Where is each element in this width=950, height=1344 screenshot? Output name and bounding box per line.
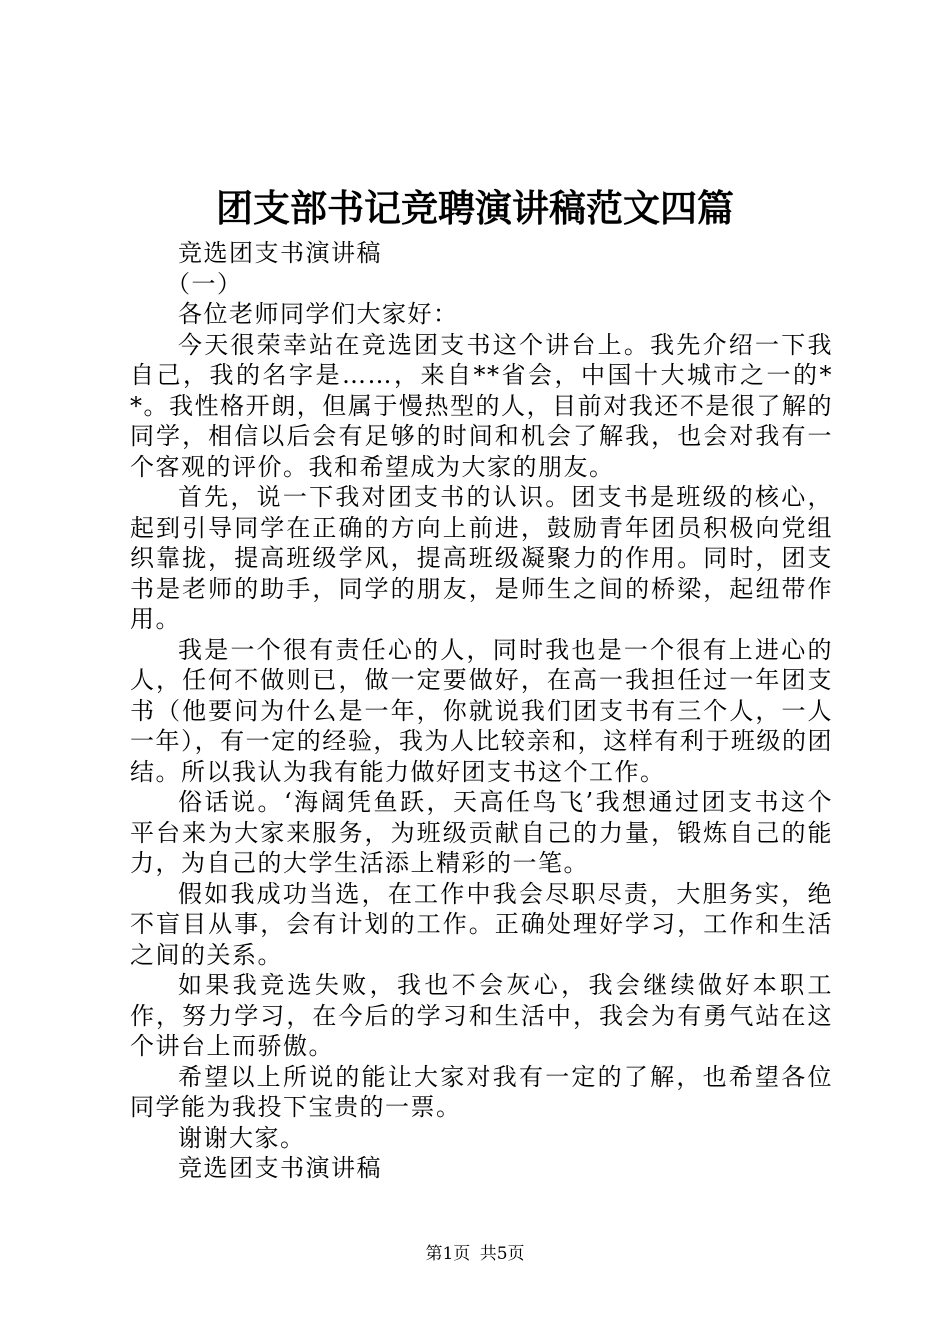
- page-footer: [0, 1242, 950, 1266]
- paragraph-thanks: 谢谢大家。: [178, 1123, 306, 1152]
- paragraph-hope: 希望以上所说的能让大家对我有一定的了解，也希望各位同学能为我投下宝贵的一票。: [130, 1062, 833, 1121]
- section-heading: 竞选团支书演讲稿: [178, 239, 382, 267]
- paragraph-if-elected: 假如我成功当选，在工作中我会尽职尽责，大胆务实，绝不盲目从事，会有计划的工作。正确处理好学习，工作和生活之间的关系。: [130, 879, 833, 969]
- paragraph-understanding: 首先，说一下我对团支书的认识。团支书是班级的核心，起到引导同学在正确的方向上前进，鼓励青年团员积极向党组织靠拢，提高班级学风，提高班级凝聚力的作用。同时，团支书是老师的助手，同学的朋友，是师生之间的桥梁，起纽带作用。: [130, 483, 833, 633]
- paragraph-proverb: 俗话说。‘海阔凭鱼跃，天高任鸟飞’我想通过团支书这个平台来为大家来服务，为班级贡献自己的力量，锻炼自己的能力，为自己的大学生活添上精彩的一笔。: [130, 788, 833, 877]
- paragraph-experience: 我是一个很有责任心的人，同时我也是一个很有上进心的人，任何不做则已，做一定要做好，在高一我担任过一年团支书（他要问为什么是一年，你就说我们团支书有三个人，一人一年），有一定的经验，我为人比较亲和，这样有利于班级的团结。所以我认为我有能力做好团支书这个工作。: [130, 635, 833, 786]
- document-title: 团支部书记竞聘演讲稿范文四篇: [216, 186, 734, 230]
- page-number: 第1页: [425, 1244, 471, 1264]
- salutation: 各位老师同学们大家好：: [178, 300, 459, 328]
- page-total: 共5页: [479, 1244, 525, 1264]
- paragraph-if-lost: 如果我竞选失败，我也不会灰心，我会继续做好本职工作，努力学习，在今后的学习和生活中，我会为有勇气站在这个讲台上而骄傲。: [130, 971, 833, 1060]
- section-number: （一）: [166, 269, 243, 298]
- document-body: [130, 238, 833, 1184]
- section-heading-next: 竞选团支书演讲稿: [178, 1154, 382, 1182]
- paragraph-introduction: 今天很荣幸站在竞选团支书这个讲台上。我先介绍一下我自己，我的名字是……，来自**省会，中国十大城市之一的**。我性格开朗，但属于慢热型的人，目前对我还不是很了解的同学，相信以后会有足够的时间和机会了解我，也会对我有一个客观的评价。我和希望成为大家的朋友。: [130, 330, 833, 481]
